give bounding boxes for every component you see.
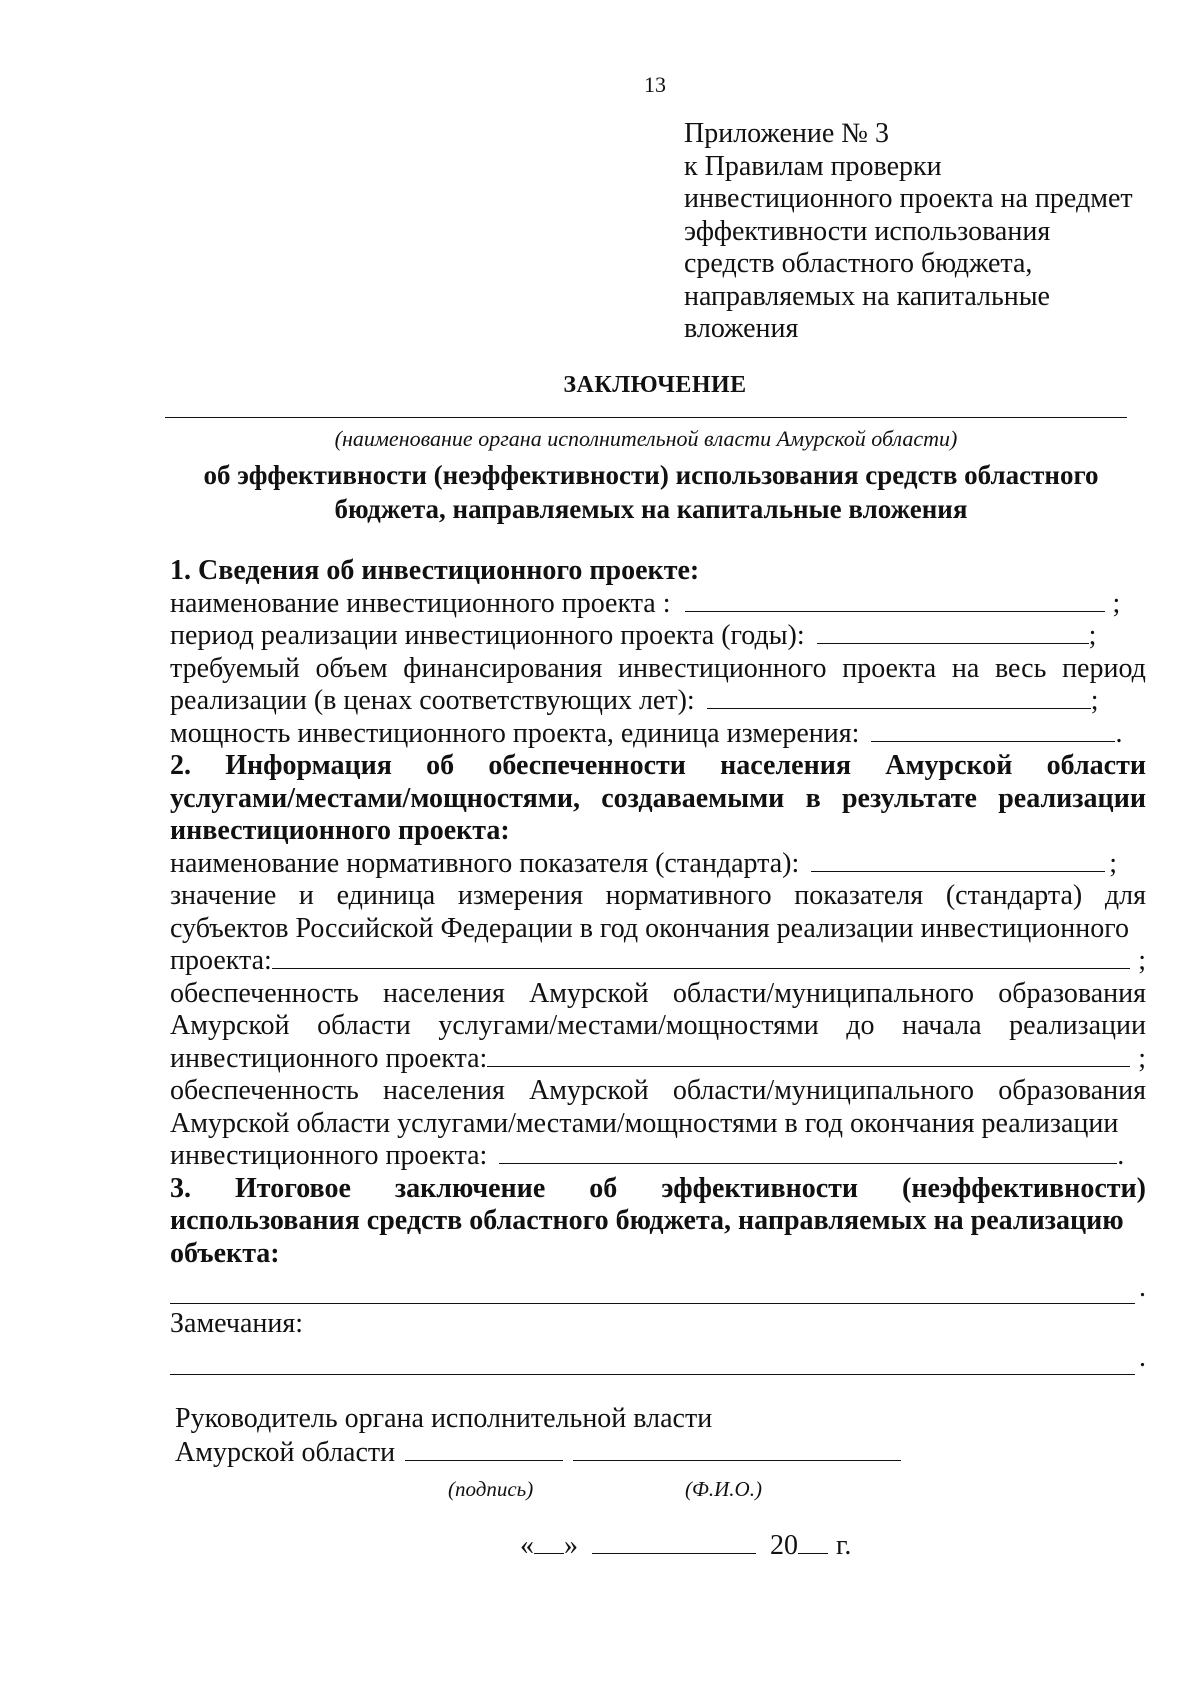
indicator-value-word: и (298, 880, 314, 911)
signature-block (175, 1402, 901, 1470)
provision-before-row (170, 978, 1146, 1011)
funding-word: объем (315, 652, 388, 684)
section-2-heading-word: об (426, 750, 455, 781)
provision-before-line3 (170, 1043, 1146, 1076)
indicator-value-line2 (170, 913, 1146, 946)
project-name-label: наименование инвестиционного проекта : (170, 587, 671, 619)
punct-semicolon: ; (1138, 1042, 1146, 1074)
funding-cont-row (170, 685, 1146, 718)
period-row (170, 620, 1146, 653)
day-field[interactable] (534, 1531, 564, 1554)
funding-word: проекта (842, 652, 937, 684)
capacity-row (170, 718, 1146, 751)
project-name-row (170, 588, 1146, 621)
section-2-heading (170, 750, 1146, 783)
capacity-label: мощность инвестиционного проекта, единица измерения: (170, 717, 860, 749)
punct-semicolon: ; (1109, 847, 1118, 879)
appendix-line: направляемых на капитальные (684, 280, 1050, 312)
section-2-heading-word: обеспеченности (488, 750, 686, 781)
date-line (520, 1530, 851, 1562)
period-label: период реализации инвестиционного проекта (годы): (170, 620, 805, 651)
section-2-heading-word: Амурской (885, 750, 1013, 781)
provision-after-line2 (170, 1108, 1146, 1141)
funding-word: требуемый (170, 652, 300, 684)
funding-row (170, 653, 1146, 686)
indicator-name-field[interactable] (811, 849, 1105, 872)
section-1-heading (170, 555, 1146, 588)
conclusion-field[interactable] (170, 1281, 1135, 1304)
punct-semicolon: ; (1088, 620, 1097, 651)
section-2-heading-word: в (805, 782, 821, 814)
indicator-value-word: показателя (794, 880, 924, 911)
provision-after-label: инвестиционного проекта: (170, 1140, 488, 1171)
org-name-blank (165, 417, 1127, 418)
org-name-caption: (наименование органа исполнительной власти Амурской области) (334, 426, 958, 451)
year-prefix: 20 (770, 1530, 798, 1561)
appendix-line: инвестиционного проекта на предмет (684, 183, 1133, 214)
indicator-value-word: единица (336, 880, 436, 911)
indicator-value-field[interactable] (272, 946, 1130, 969)
signature-caption: (подпись) (448, 1477, 534, 1501)
appendix-line: эффективности использования (684, 215, 1051, 247)
remarks-label-row (170, 1308, 1146, 1341)
funding-cont-label: реализации (в ценах соответствующих лет): (170, 685, 695, 716)
indicator-value-line3 (170, 945, 1146, 978)
provision-after-word: населения (382, 1075, 505, 1106)
provision-before-field[interactable] (487, 1044, 1130, 1067)
provision-before-word: реализации (1009, 1010, 1146, 1041)
indicator-value-word: измерения (457, 880, 583, 911)
provision-after-row (170, 1075, 1146, 1108)
provision-before-word: начала (902, 1010, 982, 1041)
provision-before-word: Амурской (529, 977, 649, 1009)
conclusion-row (170, 1270, 1146, 1304)
month-field[interactable] (592, 1531, 756, 1554)
indicator-value-text: субъектов Российской Федерации в год окончания реализации инвестиционного (170, 912, 1130, 944)
indicator-value-word: для (1104, 880, 1146, 911)
funding-word: весь (995, 652, 1047, 684)
funding-word: период (1062, 652, 1146, 684)
period-field[interactable] (817, 621, 1089, 644)
provision-before-word: населения (382, 977, 505, 1009)
signature-region-label: Амурской области (175, 1437, 396, 1468)
remarks-label: Замечания: (170, 1308, 304, 1339)
punct-period: . (1139, 1342, 1146, 1373)
section-3-heading-line3 (170, 1238, 1146, 1271)
section-3-heading-word: Итоговое (235, 1172, 351, 1204)
provision-after-field[interactable] (499, 1141, 1117, 1164)
section-3-heading-word: (неэффективности) (902, 1172, 1146, 1204)
appendix-line: средств областного бюджета, (684, 248, 1033, 279)
remarks-row (170, 1341, 1146, 1375)
signature-title-line: Руководитель органа исполнительной власти (175, 1403, 713, 1434)
section-3-heading-word: 3. (170, 1172, 191, 1204)
section-2-heading-word: Информация (225, 750, 392, 781)
section-2-heading-text: инвестиционного проекта: (170, 815, 510, 846)
document-subtitle: об эффективности (неэффективности) использования средств областного бюджета, направляемых на капитальные вложения (203, 460, 1099, 524)
section-1-heading-text: 1. Сведения об инвестиционного проекте: (170, 555, 700, 586)
section-3-heading (170, 1173, 1146, 1206)
capacity-field[interactable] (871, 719, 1115, 742)
punct-semicolon: ; (1138, 945, 1146, 976)
punct-period: . (1115, 717, 1123, 749)
funding-word: инвестиционного (618, 652, 827, 684)
section-3-heading-text: объекта: (170, 1237, 280, 1269)
indicator-value-label: проекта: (170, 945, 272, 976)
provision-after-line3 (170, 1140, 1146, 1173)
punct-semicolon: ; (1112, 587, 1121, 619)
date-close-quote: » (564, 1530, 578, 1561)
full-name-field[interactable] (573, 1438, 901, 1461)
appendix-line: Приложение № 3 (684, 118, 889, 149)
section-2-heading-word: результате (841, 782, 977, 814)
section-2-heading-word: услугами/местами/мощностями, (170, 782, 580, 814)
provision-after-text: Амурской области услугами/местами/мощностями в год окончания реализации (170, 1107, 1119, 1139)
provision-before-word: образования (998, 977, 1146, 1009)
section-2-heading-word: создаваемыми (601, 782, 785, 814)
indicator-name-row (170, 848, 1146, 881)
funding-word: финансирования (403, 652, 603, 684)
year-field[interactable] (798, 1531, 828, 1554)
provision-before-word: Амурской (170, 1010, 290, 1041)
form-body (170, 555, 1146, 1375)
appendix-line: вложения (684, 313, 799, 344)
provision-before-word: области (317, 1010, 411, 1041)
page-number: 13 (644, 72, 666, 97)
section-3-heading-word: об (589, 1172, 618, 1204)
provision-after-word: обеспеченность (170, 1075, 359, 1106)
appendix-header (684, 118, 1133, 346)
funding-word: на (951, 652, 980, 684)
section-3-heading-text: использования средств областного бюджета, направляемых на реализацию (170, 1205, 1124, 1236)
section-2-heading-word: реализации (998, 782, 1146, 814)
section-2-heading-line2 (170, 783, 1146, 816)
full-name-caption: (Ф.И.О.) (685, 1477, 762, 1501)
provision-after-word: области/муниципального (672, 1075, 975, 1106)
punct-semicolon: ; (1090, 685, 1099, 716)
provision-before-word: услугами/местами/мощностями (438, 1010, 819, 1041)
section-3-heading-line2 (170, 1205, 1146, 1238)
punct-period: . (1117, 1140, 1125, 1171)
remarks-field[interactable] (170, 1352, 1135, 1375)
indicator-name-label: наименование нормативного показателя (стандарта): (170, 847, 800, 879)
indicator-value-word: нормативного (605, 880, 772, 911)
section-2-heading-line3 (170, 815, 1146, 848)
section-2-heading-word: 2. (170, 750, 191, 781)
section-2-heading-word: населения (720, 750, 851, 781)
signature-line (175, 1436, 901, 1470)
section-3-heading-word: эффективности (661, 1172, 859, 1204)
provision-before-word: до (846, 1010, 875, 1041)
provision-after-word: Амурской (529, 1075, 649, 1106)
punct-period: . (1139, 1271, 1146, 1303)
document-title: ЗАКЛЮЧЕНИЕ (563, 372, 747, 398)
appendix-line: к Правилам проверки (684, 150, 942, 182)
section-3-heading-word: заключение (394, 1172, 546, 1204)
provision-before-label: инвестиционного проекта: (170, 1042, 488, 1074)
provision-before-word: обеспеченность (170, 977, 359, 1009)
indicator-value-word: значение (170, 880, 277, 911)
provision-after-word: образования (998, 1075, 1146, 1106)
date-open-quote: « (520, 1530, 534, 1561)
funding-field[interactable] (707, 686, 1091, 709)
year-suffix: г. (836, 1530, 852, 1561)
provision-before-line2 (170, 1010, 1146, 1043)
provision-before-word: области/муниципального (672, 977, 975, 1009)
project-name-field[interactable] (685, 589, 1105, 612)
indicator-value-row (170, 880, 1146, 913)
section-2-heading-word: области (1046, 750, 1146, 781)
signature-field[interactable] (405, 1438, 563, 1461)
indicator-value-word: (стандарта) (945, 880, 1083, 911)
